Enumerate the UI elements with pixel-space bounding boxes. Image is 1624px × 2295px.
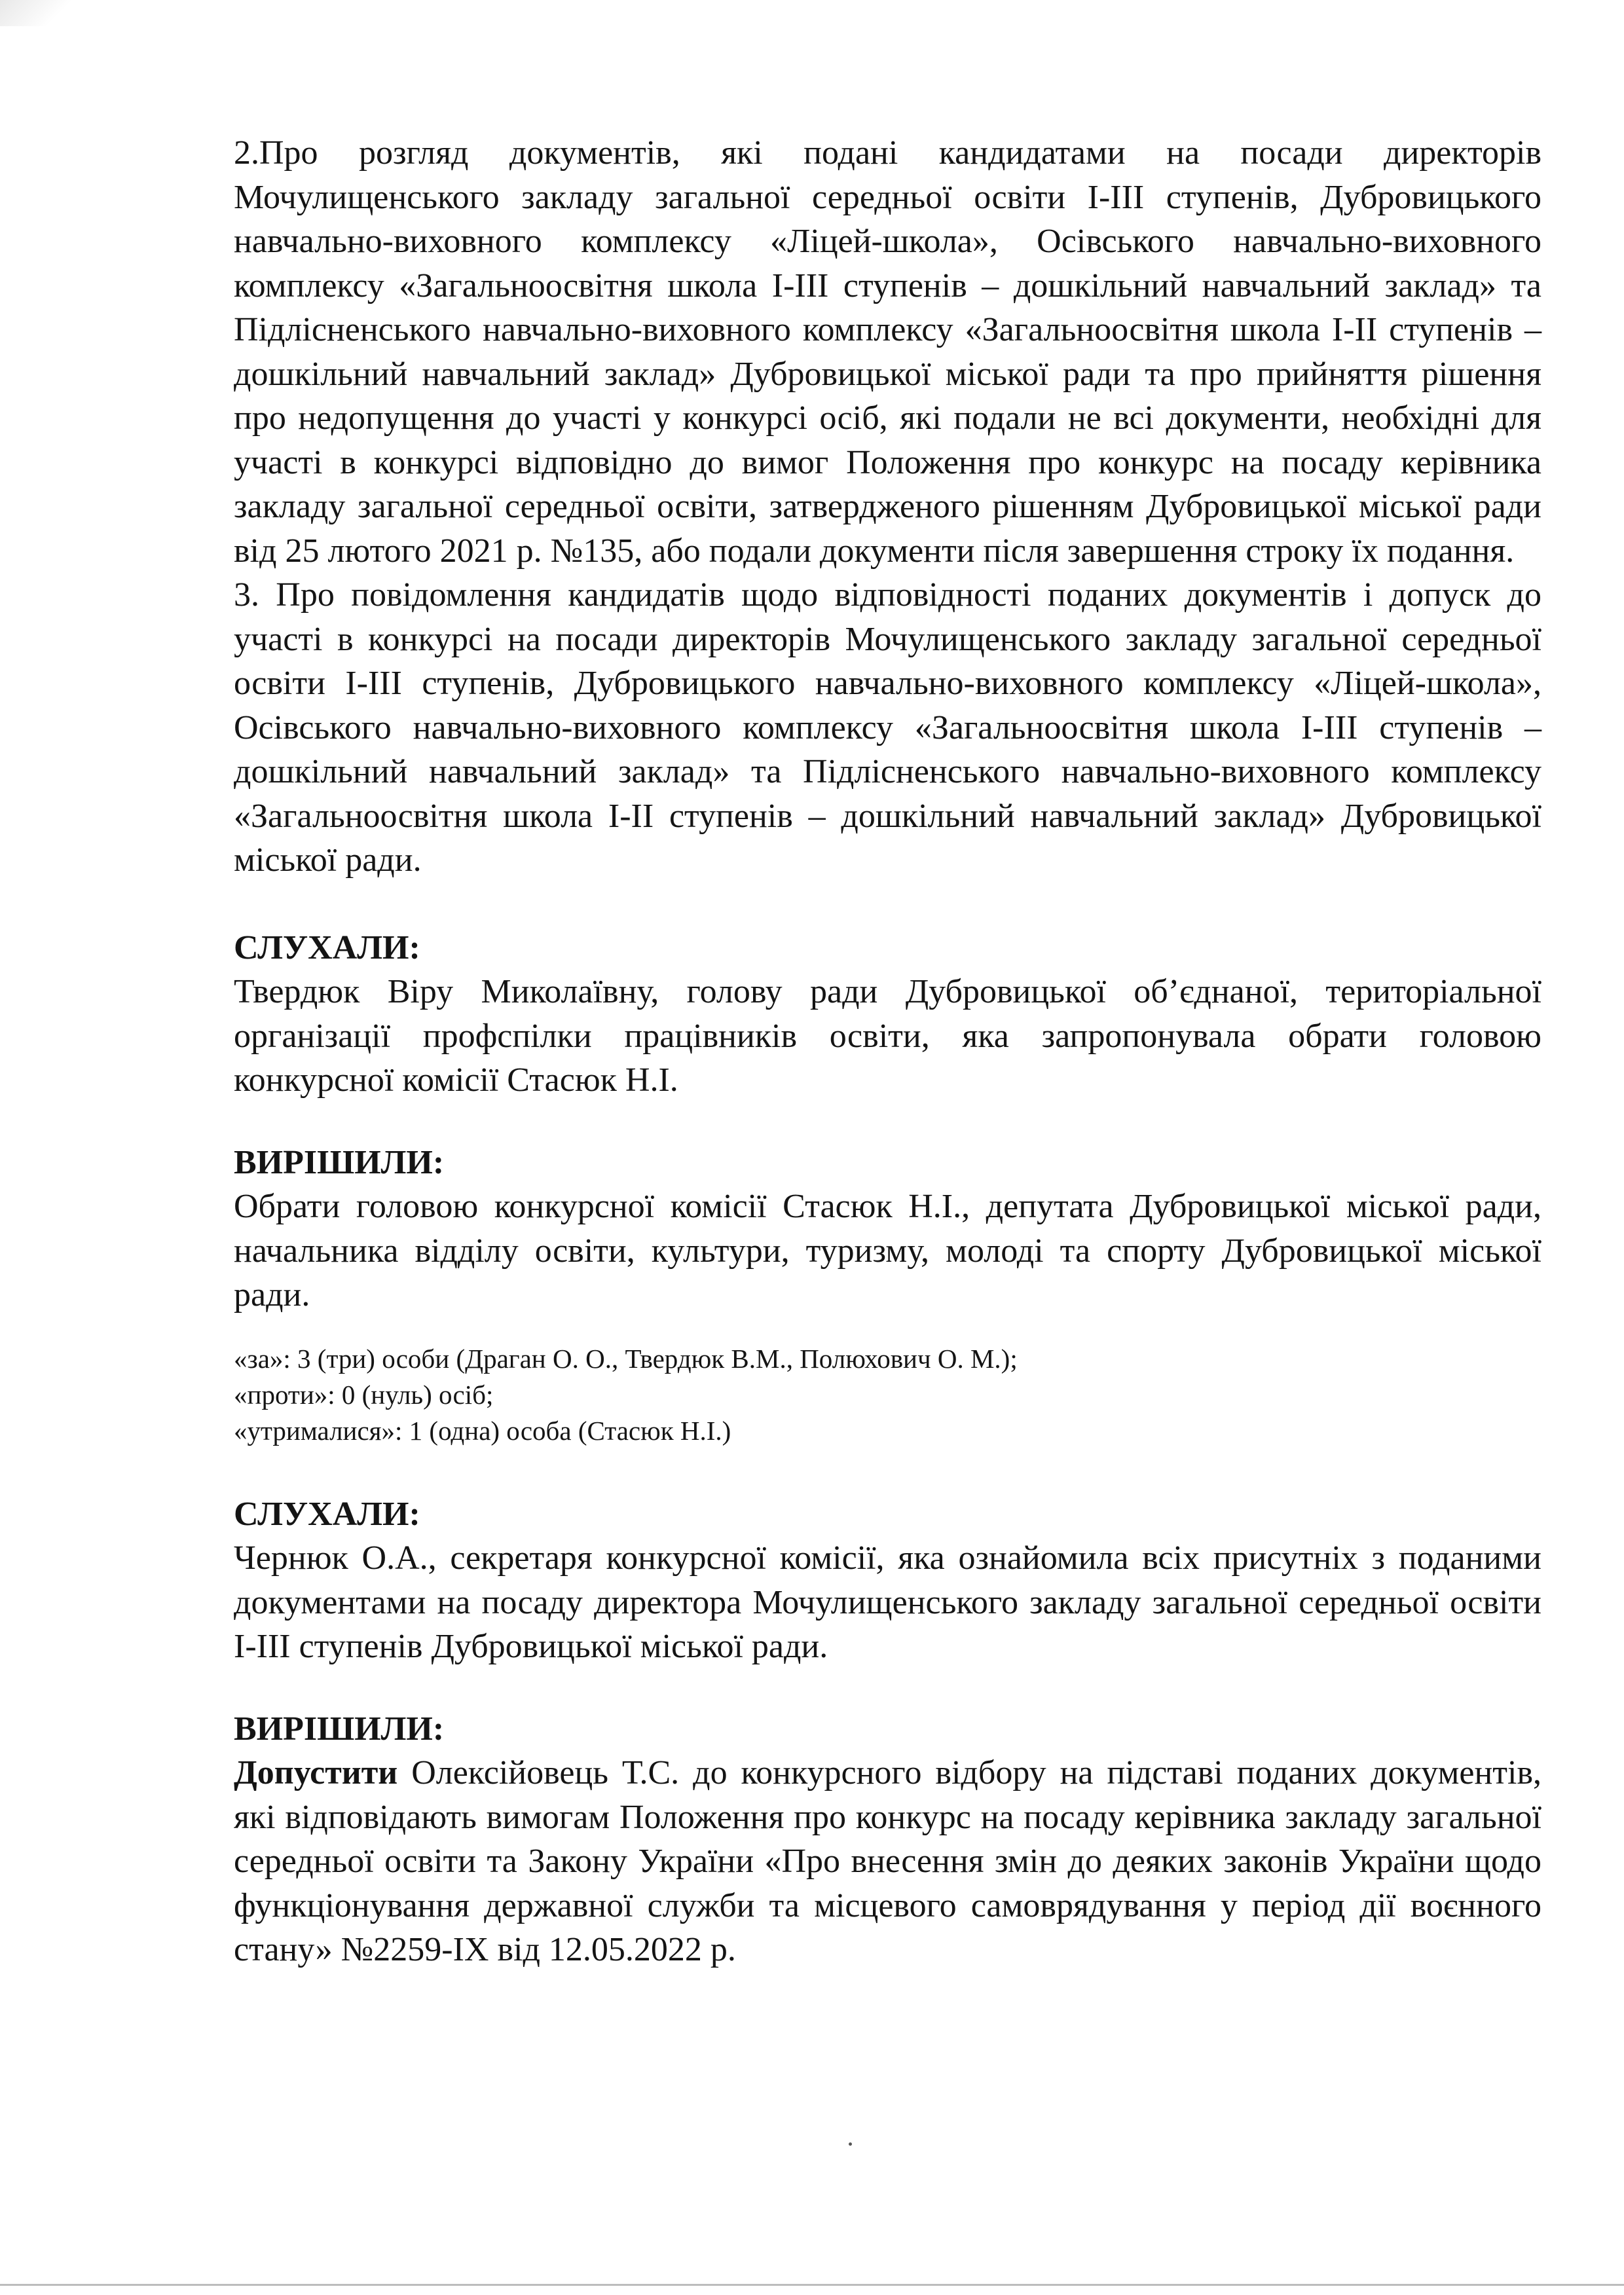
heard-text-1: Твердюк Віру Миколаївну, голову ради Дубровицької об’єднаної, територіальної організації профспілки працівників освіти, яка запропонувала обрати головою конкурсної комісії Стасюк Н.І. — [234, 973, 1541, 1099]
decided-text-1: Обрати головою конкурсної комісії Стасюк Н.І., депутата Дубровицької міської ради, начальника відділу освіти, культури, туризму, молоді та спорту Дубровицької міської ради. — [234, 1188, 1541, 1313]
spacer — [234, 1103, 1541, 1141]
decided-body: Олексійовець Т.С. до конкурсного відбору на підставі поданих документів, які відповідають вимогам Положення про конкурс на посаду керівника закладу загальної середньої освіти та Закону України «Про внесення змін до деяких законів України щодо функціонування державної служби та місцевого самоврядування у період дії воєнного стану» №2259-ІХ від 12.05.2022 р. — [234, 1754, 1541, 1968]
spacer — [234, 1669, 1541, 1707]
agenda-item-3: 3. Про повідомлення кандидатів щодо відповідності поданих документів і допуск до участі в конкурсі на посади директорів Мочулищенського закладу загальної середньої освіти І-ІІІ ступенів, Дубровицького навчально-виховного комплексу «Ліцей-школа», Осівського навчально-виховного комплексу «Загальноосвітня школа І-ІІІ ступенів – дошкільний навчальний заклад» та Підлісненського навчально-виховного комплексу «Загальноосвітня школа І-ІІ ступенів – дошкільний навчальний заклад» Дубровицької міської ради. — [234, 576, 1541, 879]
agenda-item-2: 2.Про розгляд документів, які подані кандидатами на посади директорів Мочулищенського закладу загальної середньої освіти І-ІІІ ступенів, Дубровицького навчально-виховного комплексу «Ліцей-школа», Осівського навчально-виховного комплексу «Загальноосвітня школа І-ІІІ ступенів – дошкільний навчальний заклад» та Підлісненського навчально-виховного комплексу «Загальноосвітня школа І-ІІ ступенів – дошкільний навчальний заклад» Дубровицької міської ради та про прийняття рішення про недопущення до участі у конкурсі осіб, які подали не всі документи, необхідні для участі в конкурсі відповідно до вимог Положення про конкурс на посаду керівника закладу загальної середньої освіти, затвердженого рішенням Дубровицької міської ради від 25 лютого 2021 р. №135, або подали документи після завершення строку їх подання. — [234, 134, 1541, 570]
spacer — [234, 1317, 1541, 1341]
decided-text-2 — [234, 1751, 1541, 1972]
decided-keyword: Допустити — [234, 1754, 398, 1791]
document-page — [234, 131, 1541, 1972]
vote-for: «за»: 3 (три) особи (Драган О. О., Твердюк В.М., Полюхович О. М.); — [234, 1343, 1018, 1374]
decided-heading-1: ВИРІШИЛИ: — [234, 1143, 445, 1181]
spacer — [234, 883, 1541, 926]
scan-corner-shadow — [0, 0, 79, 26]
scan-bottom-edge — [0, 2284, 1624, 2286]
scan-speck — [849, 2142, 852, 2146]
spacer — [234, 1449, 1541, 1492]
decided-heading-2: ВИРІШИЛИ: — [234, 1710, 445, 1748]
vote-abstained: «утрималися»: 1 (одна) особа (Стасюк Н.І.) — [234, 1415, 731, 1446]
vote-against: «проти»: 0 (нуль) осіб; — [234, 1379, 494, 1410]
heard-heading-1: СЛУХАЛИ: — [234, 928, 420, 966]
heard-text-2: Чернюк О.А., секретаря конкурсної комісії, яка ознайомила всіх присутніх з поданими документами на посаду директора Мочулищенського закладу загальної середньої освіти І-ІІІ ступенів Дубровицької міської ради. — [234, 1539, 1541, 1665]
heard-heading-2: СЛУХАЛИ: — [234, 1495, 420, 1533]
